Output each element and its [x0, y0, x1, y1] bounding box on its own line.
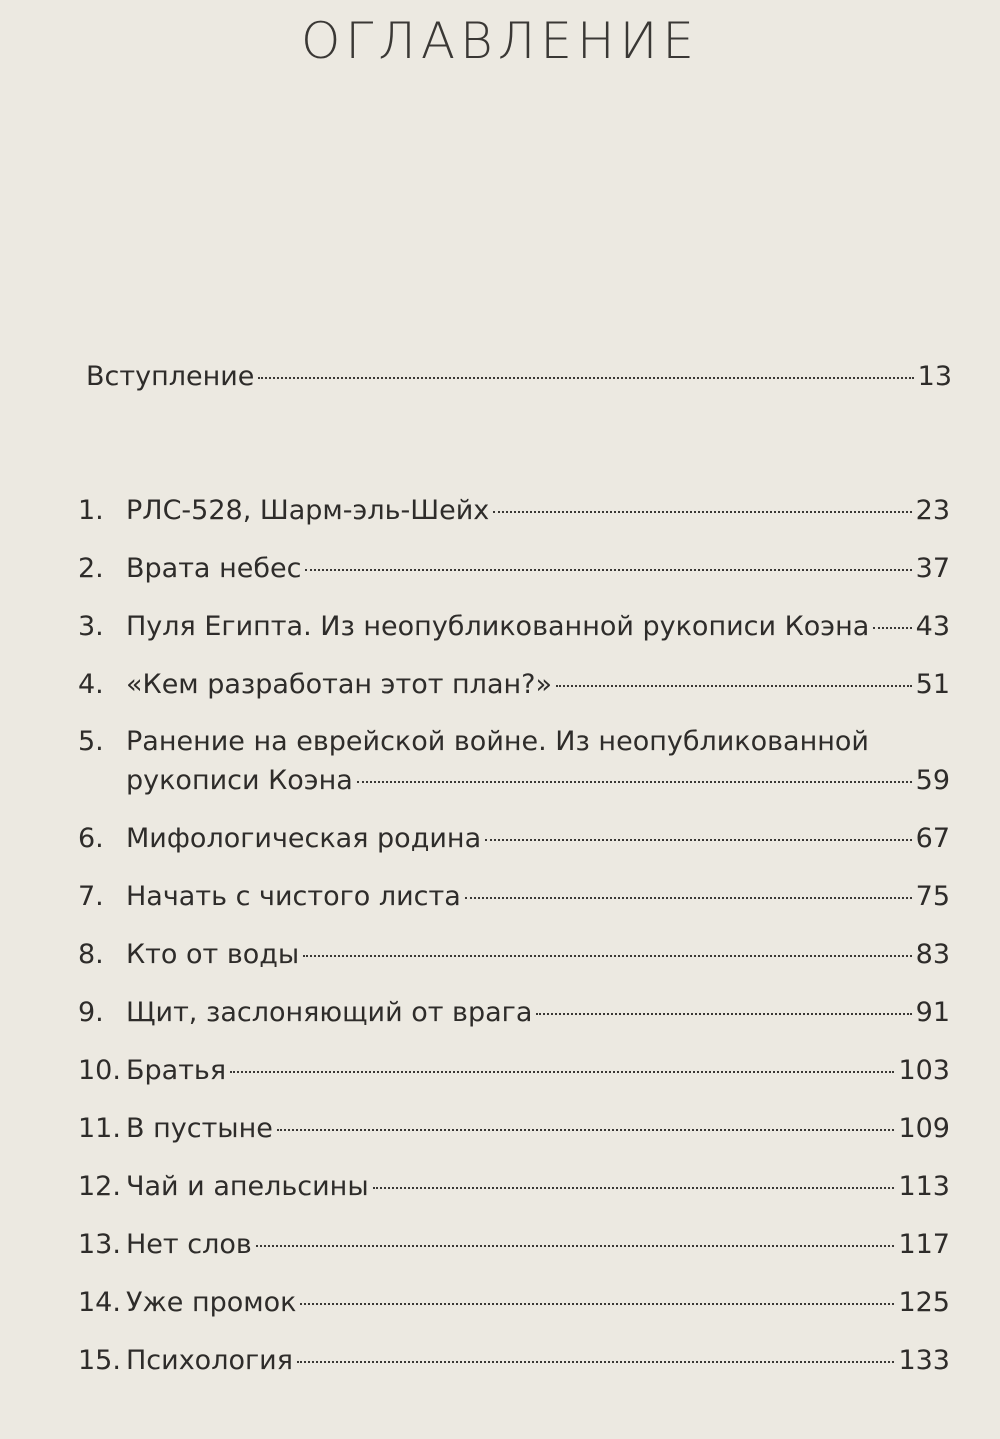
toc-entry-page: 23	[915, 495, 950, 526]
toc-entry-title: Уже промок	[126, 1287, 297, 1318]
toc-entry-title: Чай и апельсины	[126, 1171, 369, 1202]
dot-leader	[297, 1361, 895, 1363]
toc-entry-5-line1[interactable]: Ранение на еврейской войне. Из неопубликованной	[126, 726, 869, 757]
chapter-number: 1.	[78, 495, 104, 526]
toc-entry-1[interactable]	[78, 494, 950, 528]
toc-entry-title: Начать с чистого листа	[126, 881, 461, 912]
dot-leader	[536, 1013, 911, 1015]
chapter-number: 15.	[78, 1345, 121, 1376]
chapter-number: 4.	[78, 669, 104, 700]
toc-entry-4[interactable]	[78, 668, 950, 702]
toc-entry-page: 125	[898, 1287, 950, 1318]
toc-entry-page: 103	[898, 1055, 950, 1086]
toc-entry-title: РЛС-528, Шарм-эль-Шейх	[126, 495, 490, 526]
toc-entry-page: 117	[898, 1229, 950, 1260]
dot-leader	[256, 1245, 895, 1247]
dot-leader	[230, 1071, 894, 1073]
chapter-number: 9.	[78, 997, 104, 1028]
toc-entry-page: 113	[898, 1171, 950, 1202]
toc-entry-title: Братья	[126, 1055, 227, 1086]
dot-leader	[873, 627, 911, 629]
toc-entry-7[interactable]	[78, 880, 950, 914]
dot-leader	[556, 685, 912, 687]
chapter-number: 3.	[78, 611, 104, 642]
toc-entry-page: 109	[898, 1113, 950, 1144]
toc-entry-page: 91	[915, 997, 950, 1028]
chapter-number: 14.	[78, 1287, 121, 1318]
toc-entry-title: Врата небес	[126, 553, 302, 584]
chapter-number: 6.	[78, 823, 104, 854]
toc-entry-15[interactable]	[78, 1344, 950, 1378]
toc-entry-10[interactable]	[78, 1054, 950, 1088]
toc-entry-page: 37	[915, 553, 950, 584]
dot-leader	[465, 897, 912, 899]
dot-leader	[277, 1129, 895, 1131]
toc-entry-8[interactable]	[78, 938, 950, 972]
toc-entry-page: 13	[917, 361, 952, 392]
dot-leader	[493, 511, 911, 513]
toc-entry-page: 43	[915, 611, 950, 642]
toc-entry-13[interactable]	[78, 1228, 950, 1262]
chapter-number: 13.	[78, 1229, 121, 1260]
dot-leader	[485, 839, 912, 841]
toc-entry-12[interactable]	[78, 1170, 950, 1204]
toc-entry-title: Щит, заслоняющий от врага	[126, 997, 533, 1028]
toc-entry-14[interactable]	[78, 1286, 950, 1320]
chapter-number: 5.	[78, 726, 104, 757]
toc-entry-title: Нет слов	[126, 1229, 252, 1260]
toc-entry-intro[interactable]	[86, 360, 952, 394]
toc-entry-title: Пуля Египта. Из неопубликованной рукописи Коэна	[126, 611, 870, 642]
chapter-number: 8.	[78, 939, 104, 970]
dot-leader	[300, 1303, 894, 1305]
toc-entry-2[interactable]	[78, 552, 950, 586]
toc-entry-3[interactable]	[78, 610, 950, 644]
chapter-number: 12.	[78, 1171, 121, 1202]
toc-entry-page: 67	[915, 823, 950, 854]
toc-entry-title: рукописи Коэна	[126, 765, 353, 796]
toc-entry-page: 51	[915, 669, 950, 700]
dot-leader	[303, 955, 911, 957]
chapter-number: 10.	[78, 1055, 121, 1086]
chapter-number: 11.	[78, 1113, 121, 1144]
toc-entry-title: Кто от воды	[126, 939, 300, 970]
toc-entry-page: 75	[915, 881, 950, 912]
toc-entry-title: Психология	[126, 1345, 293, 1376]
chapter-number: 2.	[78, 553, 104, 584]
dot-leader	[305, 569, 911, 571]
toc-entry-page: 59	[915, 765, 950, 796]
dot-leader	[373, 1187, 895, 1189]
toc-entry-6[interactable]	[78, 822, 950, 856]
toc-entry-title: «Кем разработан этот план?»	[126, 669, 552, 700]
toc-entry-title: Вступление	[86, 361, 255, 392]
toc-entry-9[interactable]	[78, 996, 950, 1030]
dot-leader	[357, 781, 912, 783]
toc-entry-page: 133	[898, 1345, 950, 1376]
toc-entry-page: 83	[915, 939, 950, 970]
chapter-number: 7.	[78, 881, 104, 912]
page-title: ОГЛАВЛЕНИЕ	[301, 12, 699, 70]
toc-entry-title: Мифологическая родина	[126, 823, 482, 854]
toc-entry-title: В пустыне	[126, 1113, 273, 1144]
toc-entry-11[interactable]	[78, 1112, 950, 1146]
dot-leader	[258, 377, 913, 379]
